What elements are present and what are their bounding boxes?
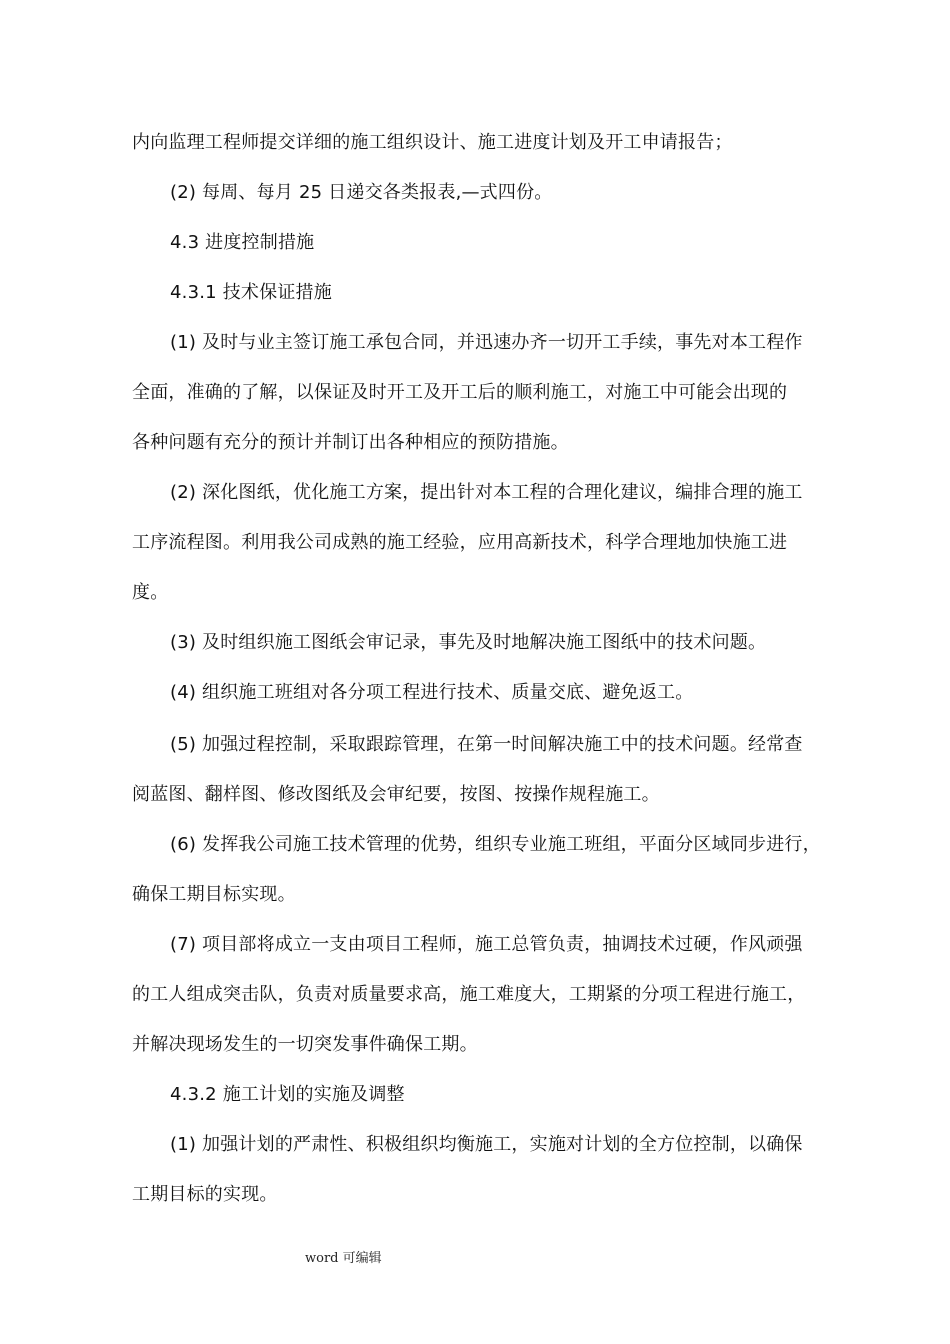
list-item-line: (1) 加强计划的严肃性、积极组织均衡施工，实施对计划的全方位控制，以确保 — [170, 1134, 803, 1155]
subsection-heading: 4.3.1 技术保证措施 — [170, 282, 332, 303]
list-item-line: (5) 加强过程控制，采取跟踪管理，在第一时间解决施工中的技术问题。经常查 — [170, 734, 803, 755]
list-item-line: (2) 深化图纸，优化施工方案，提出针对本工程的合理化建议，编排合理的施工 — [170, 482, 803, 503]
paragraph-line: 并解决现场发生的一切突发事件确保工期。 — [132, 1034, 478, 1055]
paragraph-line: 度。 — [132, 582, 169, 603]
paragraph-line: 工期目标的实现。 — [132, 1184, 278, 1205]
paragraph-line: 确保工期目标实现。 — [132, 884, 296, 905]
paragraph-line: 的工人组成突击队，负责对质量要求高，施工难度大，工期紧的分项工程进行施工， — [132, 984, 806, 1005]
list-item-line: (4) 组织施工班组对各分项工程进行技术、质量交底、避免返工。 — [170, 682, 694, 703]
list-item-line: (1) 及时与业主签订施工承包合同，并迅速办齐一切开工手续，事先对本工程作 — [170, 332, 803, 353]
list-item-line: (2) 每周、每月 25 日递交各类报表,—式四份。 — [170, 182, 553, 203]
paragraph-line: 各种问题有充分的预计并制订出各种相应的预防措施。 — [132, 432, 569, 453]
page-footer: word 可编辑 — [305, 1251, 382, 1266]
list-item-line: (6) 发挥我公司施工技术管理的优势，组织专业施工班组，平面分区域同步进行， — [170, 834, 821, 855]
paragraph-line: 全面，准确的了解，以保证及时开工及开工后的顺利施工，对施工中可能会出现的 — [132, 382, 788, 403]
paragraph-line: 工序流程图。利用我公司成熟的施工经验，应用高新技术，科学合理地加快施工进 — [132, 532, 788, 553]
section-heading: 4.3 进度控制措施 — [170, 232, 315, 253]
list-item-line: (3) 及时组织施工图纸会审记录，事先及时地解决施工图纸中的技术问题。 — [170, 632, 767, 653]
paragraph-line: 内向监理工程师提交详细的施工组织设计、施工进度计划及开工申请报告； — [132, 132, 733, 153]
subsection-heading: 4.3.2 施工计划的实施及调整 — [170, 1084, 405, 1105]
paragraph-line: 阅蓝图、翻样图、修改图纸及会审纪要，按图、按操作规程施工。 — [132, 784, 660, 805]
list-item-line: (7) 项目部将成立一支由项目工程师，施工总管负责，抽调技术过硬，作风顽强 — [170, 934, 803, 955]
